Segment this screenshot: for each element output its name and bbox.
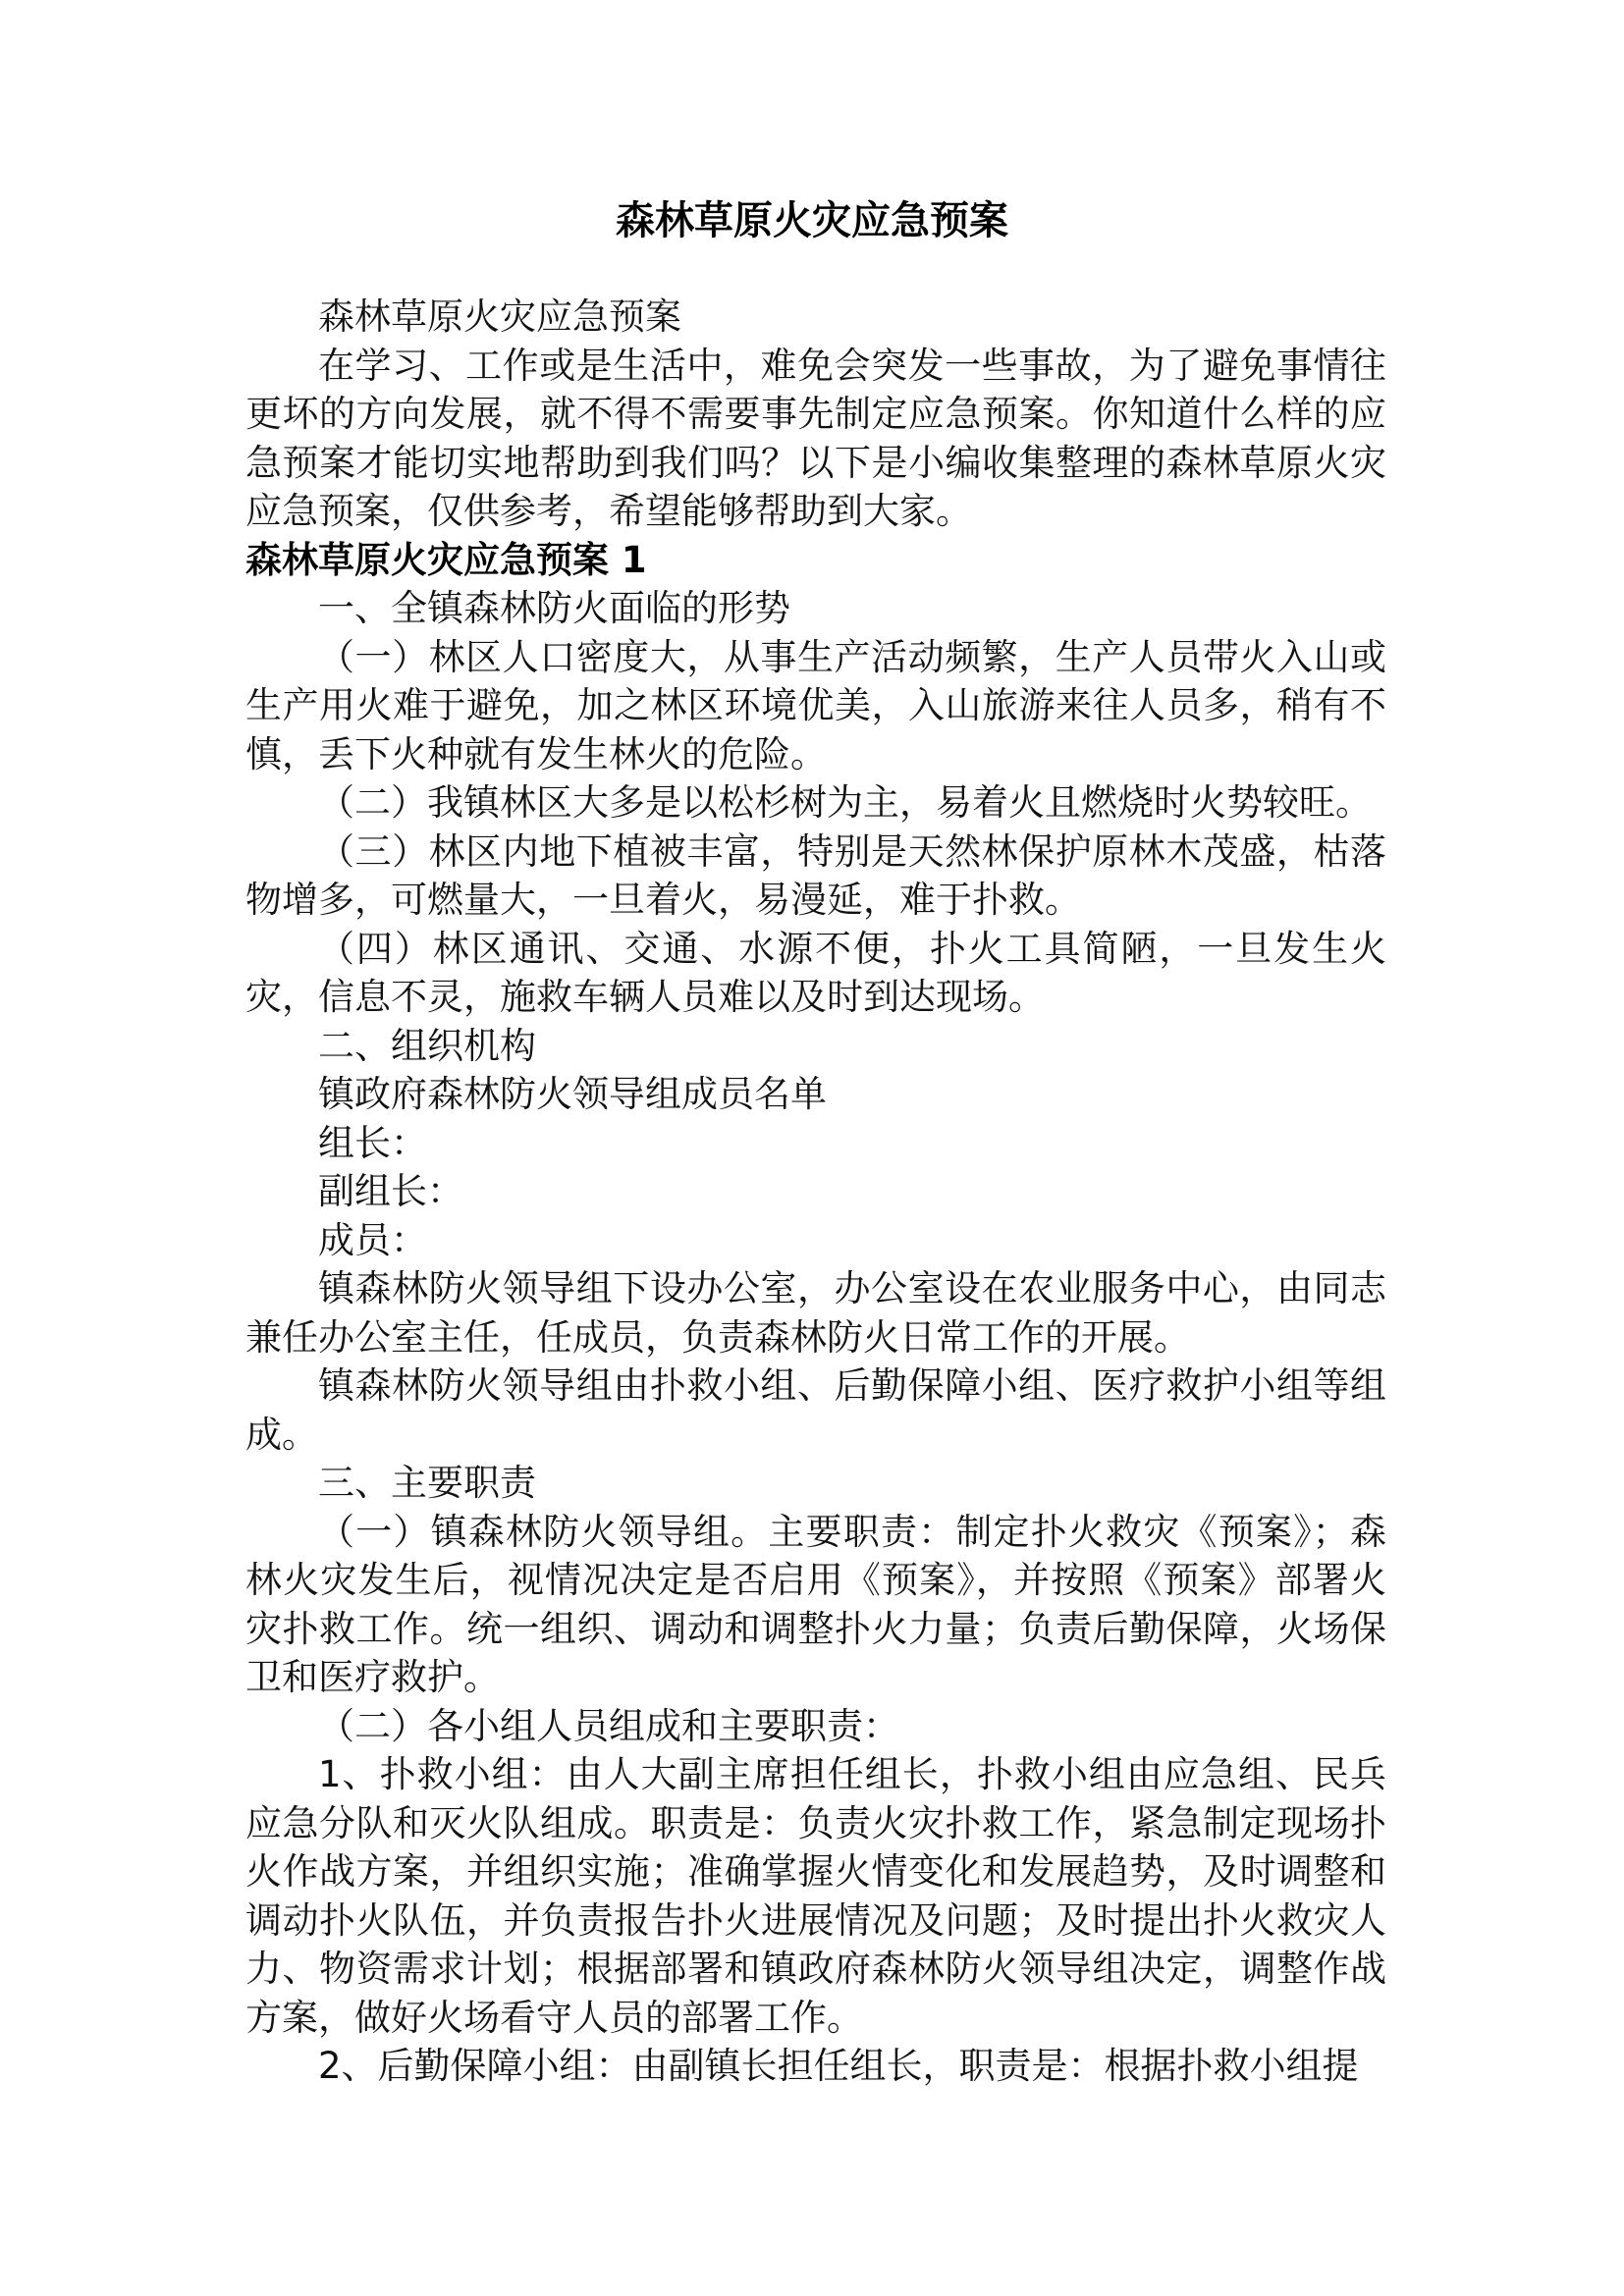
- paragraph-situation-3: （三）林区内地下植被丰富，特别是天然林保护原林木茂盛，枯落物增多，可燃量大，一旦着火，易漫延，难于扑救。: [245, 829, 1386, 921]
- paragraph-subtitle: 森林草原火灾应急预案: [318, 295, 681, 338]
- paragraph-deputy-leader: 副组长：: [318, 1170, 463, 1212]
- paragraph-groups: 镇森林防火领导组由扑救小组、后勤保障小组、医疗救护小组等组成。: [245, 1364, 1386, 1456]
- document-title: 森林草原火灾应急预案: [616, 198, 1008, 243]
- paragraph-situation-4: （四）林区通讯、交通、水源不便，扑火工具简陋，一旦发生火灾，信息不灵，施救车辆人员难以及时到达现场。: [245, 927, 1386, 1018]
- paragraph-office: 镇森林防火领导组下设办公室，办公室设在农业服务中心，由同志兼任办公室主任，任成员，负责森林防火日常工作的开展。: [245, 1267, 1386, 1359]
- paragraph-section-3-title: 三、主要职责: [318, 1462, 536, 1504]
- paragraph-section-1-title: 一、全镇森林防火面临的形势: [318, 587, 790, 629]
- paragraph-rescue-group: 1、扑救小组：由人大副主席担任组长，扑救小组由应急组、民兵应急分队和灭火队组成。职责是：负责火灾扑救工作，紧急制定现场扑火作战方案，并组织实施；准确掌握火情变化和发展趋势，及时调整和调动扑火队伍，并负责报告扑火进展情况及问题；及时提出扑火救灾人力、物资需求计划；根据部署和镇政府森林防火领导组决定，调整作战方案，做好火场看守人员的部署工作。: [245, 1753, 1386, 2039]
- paragraph-member-list-title: 镇政府森林防火领导组成员名单: [318, 1073, 827, 1115]
- paragraph-leader: 组长：: [318, 1121, 427, 1164]
- paragraph-duty-2: （二）各小组人员组成和主要职责：: [318, 1704, 899, 1747]
- paragraph-situation-2: （二）我镇林区大多是以松杉树为主，易着火且燃烧时火势较旺。: [318, 781, 1372, 824]
- section-heading: 森林草原火灾应急预案 1: [245, 538, 647, 581]
- paragraph-logistics-group: 2、后勤保障小组：由副镇长担任组长，职责是：根据扑救小组提: [318, 2045, 1359, 2087]
- paragraph-members: 成员：: [318, 1218, 427, 1261]
- document-body: [245, 293, 1386, 2091]
- paragraph-section-2-title: 二、组织机构: [318, 1024, 536, 1067]
- paragraph-duty-1: （一）镇森林防火领导组。主要职责：制定扑火救灾《预案》；森林火灾发生后，视情况决定是否启用《预案》，并按照《预案》部署火灾扑救工作。统一组织、调动和调整扑火力量；负责后勤保障，火场保卫和医疗救护。: [245, 1510, 1386, 1698]
- paragraph-situation-1: （一）林区人口密度大，从事生产活动频繁，生产人员带火入山或生产用火难于避免，加之林区环境优美，入山旅游来往人员多，稍有不慎，丢下火种就有发生林火的危险。: [245, 635, 1386, 775]
- paragraph-intro: 在学习、工作或是生活中，难免会突发一些事故，为了避免事情往更坏的方向发展，就不得不需要事先制定应急预案。你知道什么样的应急预案才能切实地帮助到我们吗？以下是小编收集整理的森林草原火灾应急预案，仅供参考，希望能够帮助到大家。: [245, 344, 1386, 532]
